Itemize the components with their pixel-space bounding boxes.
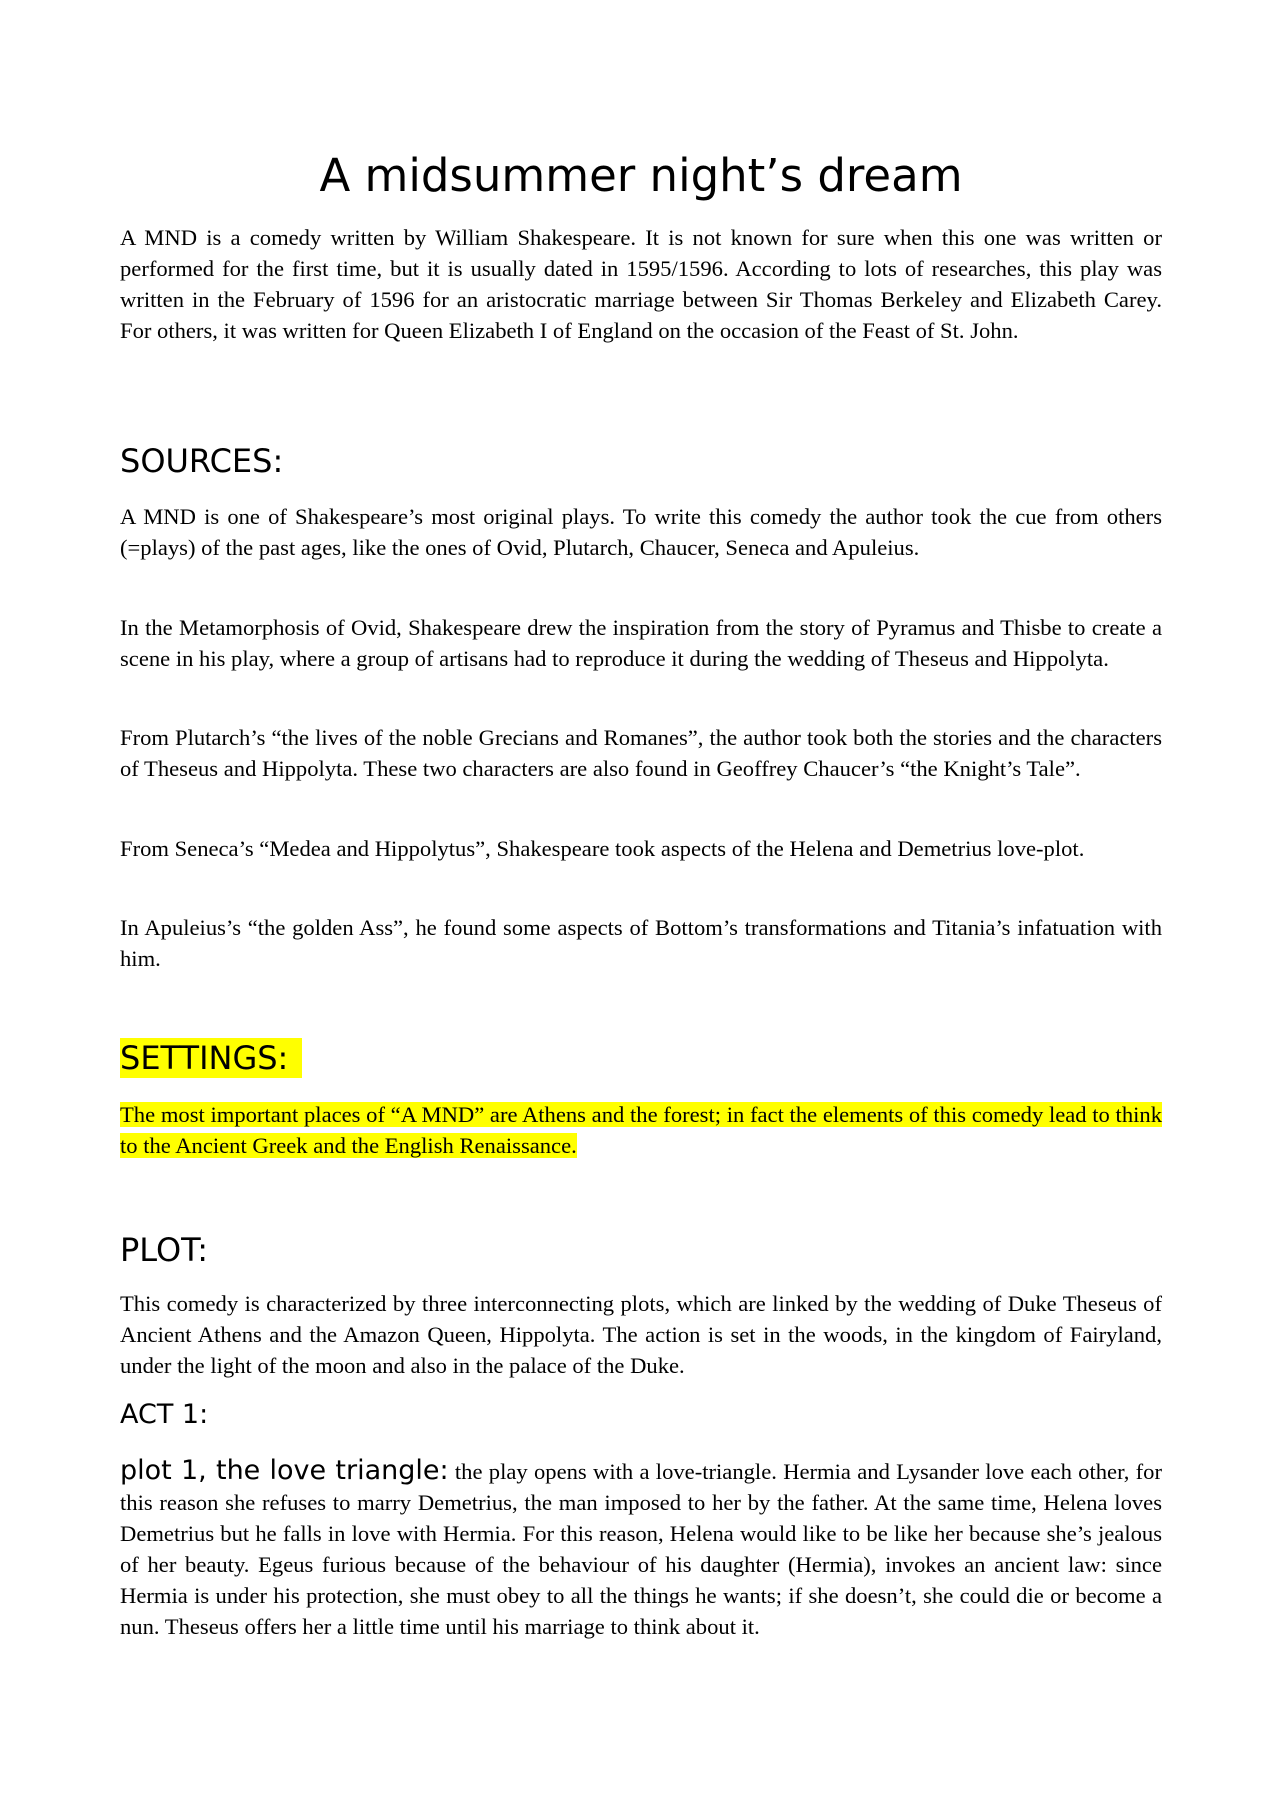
sources-paragraph-3: From Plutarch’s “the lives of the noble Grecians and Romanes”, the author took both the stories and the characters of Theseus and Hippolyta. These two characters are also found in Geoffrey Chaucer’s “the Knight’s Tale”. [120, 725, 1162, 781]
plot1-label: plot 1, the love triangle: [120, 1455, 449, 1486]
document-title: A midsummer night’s dream [319, 149, 963, 202]
sources-paragraph-1: A MND is one of Shakespeare’s most original plays. To write this comedy the author took the cue from others (=plays) of the past ages, like the ones of Ovid, Plutarch, Chaucer, Seneca and Apuleius. [120, 504, 1162, 560]
sources-paragraph-5: In Apuleius’s “the golden Ass”, he found some aspects of Bottom’s transformations and Titania’s infatuation with him. [120, 915, 1162, 971]
plot-heading: PLOT: [120, 1231, 208, 1269]
settings-highlighted-text: The most important places of “A MND” are Athens and the forest; in fact the elements of this comedy lead to think to the Ancient Greek and the English Renaissance. [120, 1102, 1162, 1158]
sources-heading: SOURCES: [120, 442, 284, 480]
plot1-text: the play opens with a love-triangle. Hermia and Lysander love each other, for this reason she refuses to marry Demetrius, the man imposed to her by the father. At the same time, Helena loves Demetrius but he falls in love with Hermia. For this reason, Helena would like to be like her because she’s jealous of her beauty. Egeus furious because of the behaviour of his daughter (Hermia), invokes an ancient law: since Hermia is under his protection, she must obey to all the things he wants; if she doesn’t, she could die or become a nun. Theseus offers her a little time until his marriage to think about it. [120, 1459, 1162, 1639]
sources-paragraph-4: From Seneca’s “Medea and Hippolytus”, Shakespeare took aspects of the Helena and Demetrius love-plot. [120, 836, 1085, 861]
act1-heading: ACT 1: [120, 1399, 209, 1430]
settings-paragraph [120, 1099, 1162, 1161]
plot1-paragraph [120, 1455, 1162, 1642]
intro-paragraph: A MND is a comedy written by William Shakespeare. It is not known for sure when this one was written or performed for the first time, but it is usually dated in 1595/1596. According to lots of researches, this play was written in the February of 1596 for an aristocratic marriage between Sir Thomas Berkeley and Elizabeth Carey. For others, it was written for Queen Elizabeth I of England on the occasion of the Feast of St. John. [120, 225, 1162, 343]
settings-heading: SETTINGS: [120, 1038, 302, 1078]
plot-paragraph: This comedy is characterized by three interconnecting plots, which are linked by the wedding of Duke Theseus of Ancient Athens and the Amazon Queen, Hippolyta. The action is set in the woods, in the kingdom of Fairyland, under the light of the moon and also in the palace of the Duke. [120, 1291, 1162, 1378]
sources-paragraph-2: In the Metamorphosis of Ovid, Shakespeare drew the inspiration from the story of Pyramus and Thisbe to create a scene in his play, where a group of artisans had to reproduce it during the wedding of Theseus and Hippolyta. [120, 615, 1162, 671]
